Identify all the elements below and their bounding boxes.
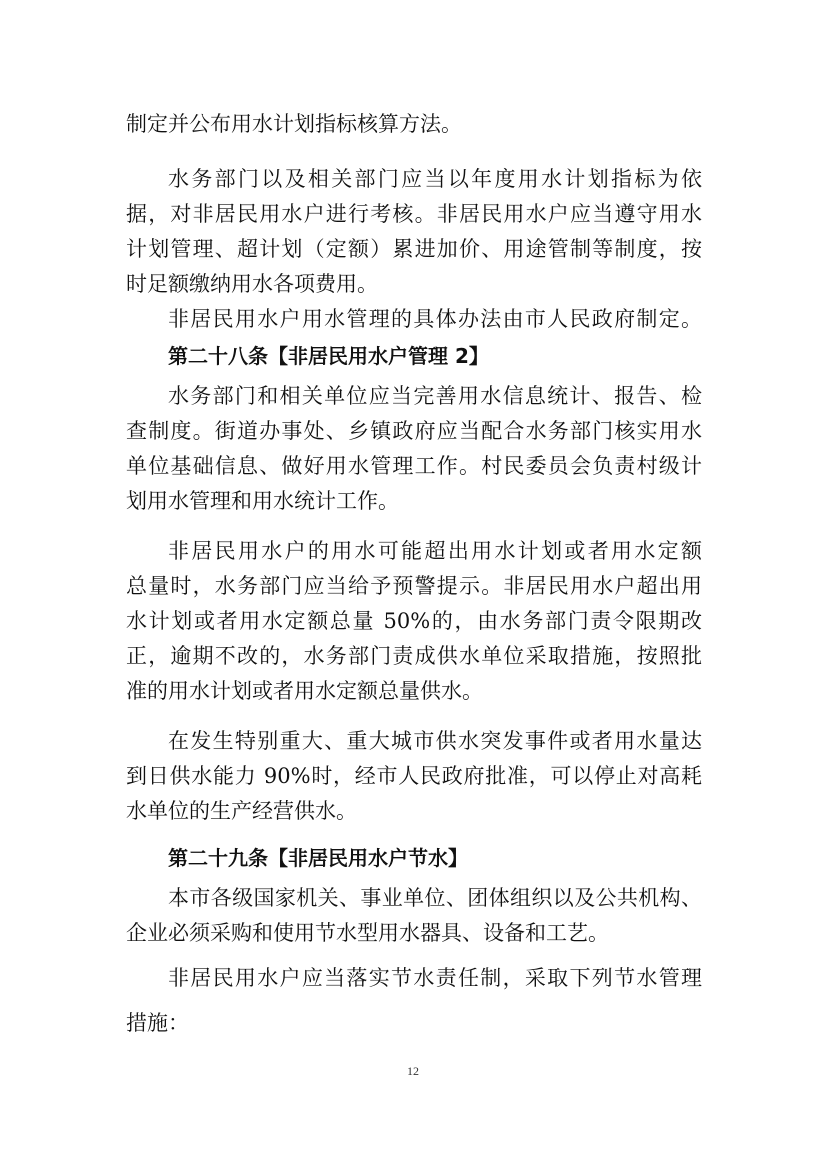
text-line: 单位基础信息、做好用水管理工作。村民委员会负责村级计 (126, 454, 702, 478)
text-line: 非居民用水户应当落实节水责任制，采取下列节水管理 (168, 966, 702, 990)
text-line: 正，逾期不改的，水务部门责成供水单位采取措施，按照批 (126, 644, 702, 668)
article-heading: 第二十九条【非居民用水户节水】 (168, 846, 468, 870)
text-line: 在发生特别重大、重大城市供水突发事件或者用水量达 (168, 729, 702, 753)
text-line: 水务部门和相关单位应当完善用水信息统计、报告、检 (168, 384, 702, 408)
text-line: 水计划或者用水定额总量 50%的，由水务部门责令限期改 (126, 609, 702, 633)
text-line: 非居民用水户的用水可能超出用水计划或者用水定额 (168, 539, 702, 563)
text-line: 划用水管理和用水统计工作。 (126, 489, 399, 513)
text-line: 企业必须采购和使用节水型用水器具、设备和工艺。 (126, 921, 609, 945)
text-line: 非居民用水户用水管理的具体办法由市人民政府制定。 (168, 307, 702, 331)
text-line: 总量时，水务部门应当给予预警提示。非居民用水户超出用 (126, 574, 702, 598)
page-number: 12 (407, 1064, 419, 1078)
text-line: 据，对非居民用水户进行考核。非居民用水户应当遵守用水 (126, 202, 702, 226)
text-line: 准的用水计划或者用水定额总量供水。 (126, 679, 483, 703)
text-line: 计划管理、超计划（定额）累进加价、用途管制等制度，按 (126, 237, 702, 261)
text-line: 时足额缴纳用水各项费用。 (126, 272, 378, 296)
article-heading: 第二十八条【非居民用水户管理 2】 (168, 344, 489, 368)
text-line: 本市各级国家机关、事业单位、团体组织以及公共机构、 (168, 886, 702, 910)
text-line: 水单位的生产经营供水。 (126, 799, 357, 823)
text-line: 措施： (126, 1011, 189, 1035)
text-line: 水务部门以及相关部门应当以年度用水计划指标为依 (168, 167, 702, 191)
text-line: 到日供水能力 90%时，经市人民政府批准，可以停止对高耗 (126, 764, 702, 788)
text-line: 查制度。街道办事处、乡镇政府应当配合水务部门核实用水 (126, 419, 702, 443)
text-line: 制定并公布用水计划指标核算方法。 (126, 112, 462, 136)
